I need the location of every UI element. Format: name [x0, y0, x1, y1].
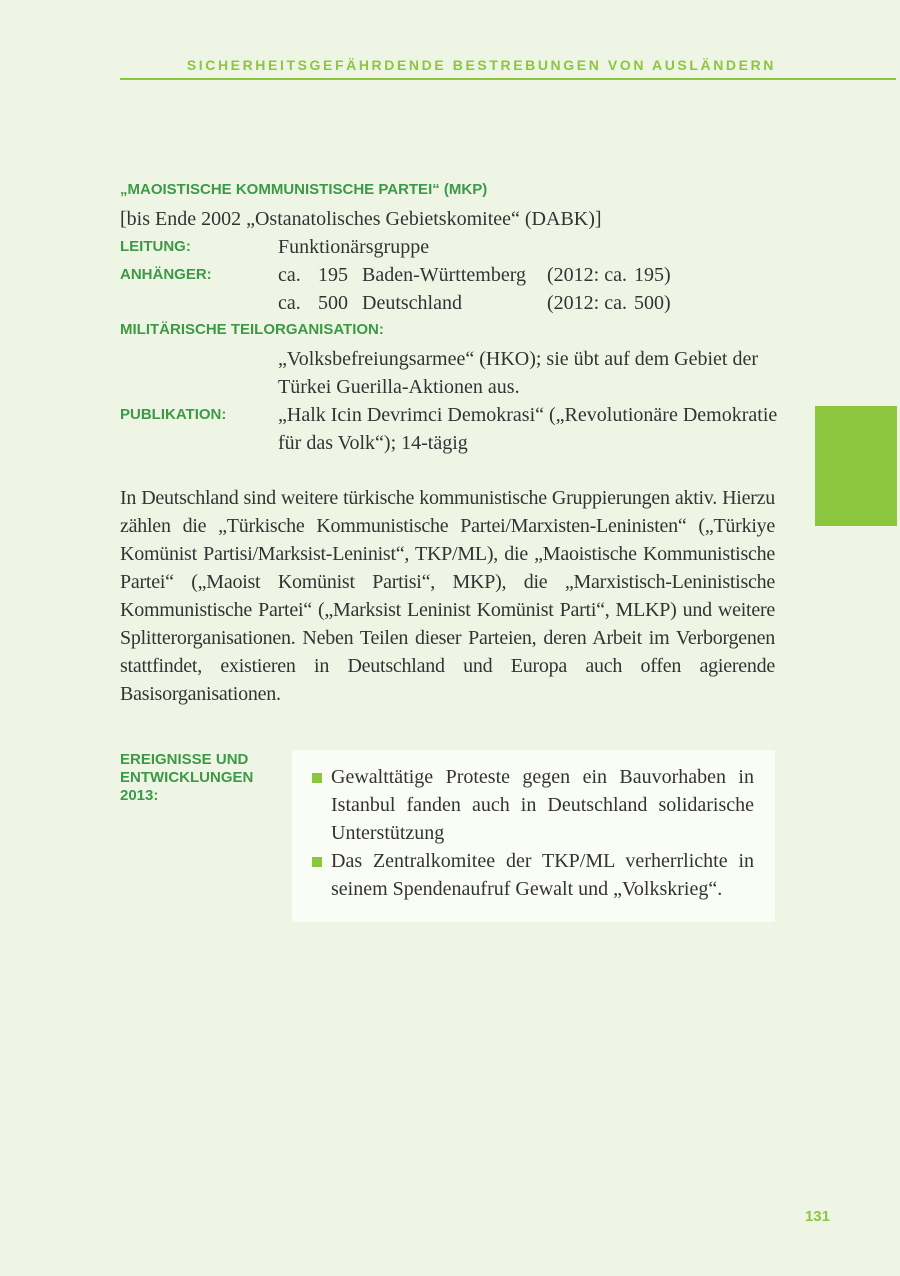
anhaenger-count: 500 [318, 292, 348, 314]
events-label [120, 751, 285, 805]
body-paragraph: In Deutschland sind weitere türkische kommunistische Gruppierungen aktiv. Hierzu zählen die „Türkische Kommunistische Partei/Marxisten-Leninisten“ („Türkiye Komünist Partisi/Marksist-Leninist“, TKP/ML), die „Maoistische Kommunistische Partei“ („Maoist Komünist Partisi“, MKP), die „Marxistisch-Leninistische Kommunistische Partei“ („Marksist Leninist Komünist Parti“, MLKP) und weitere Splitterorganisationen. Neben Teilen dieser Parteien, deren Arbeit im Verborgenen stattfindet, existieren in Deutschland und Europa auch offen agierende Basisorganisationen. [120, 487, 775, 705]
organization-title: „MAOISTISCHE KOMMUNISTISCHE PARTEI“ (MKP) [120, 181, 488, 198]
anhaenger-previous-count: 195) [634, 264, 671, 286]
events-label-line: 2013: [120, 787, 159, 804]
square-bullet-icon [312, 857, 322, 867]
events-list [312, 763, 754, 903]
anhaenger-region: Deutschland [362, 292, 462, 314]
anhaenger-count: 195 [318, 264, 348, 286]
anhaenger-region: Baden-Württemberg [362, 264, 527, 286]
list-item [312, 847, 754, 903]
military-label: MILITÄRISCHE TEILORGANISATION: [120, 321, 384, 338]
page-number: 131 [804, 1208, 830, 1225]
publikation-line: „Halk Icin Devrimci Demokrasi“ („Revolutionäre Demokratie [278, 404, 778, 426]
events-label-line: ENTWICKLUNGEN [120, 769, 254, 786]
organization-former-name: [bis Ende 2002 „Ostanatolisches Gebietskomitee“ (DABK)] [120, 208, 602, 230]
anhaenger-previous: (2012: ca. [547, 264, 627, 286]
anhaenger-prefix: ca. [278, 292, 301, 314]
running-header-title: SICHERHEITSGEFÄHRDENDE BESTREBUNGEN VON AUSLÄNDERN [186, 57, 776, 73]
leitung-value: Funktionärsgruppe [278, 236, 430, 258]
square-bullet-icon [312, 773, 322, 783]
header-rule [120, 78, 896, 80]
list-item [312, 763, 754, 847]
event-text: Das Zentralkomitee der TKP/ML verherrlichte in seinem Spendenaufruf Gewalt und „Volkskrieg“. [331, 850, 754, 900]
military-line: „Volksbefreiungsarmee“ (HKO); sie übt auf dem Gebiet der [278, 348, 759, 370]
leitung-label: LEITUNG: [120, 238, 191, 255]
anhaenger-prefix: ca. [278, 264, 301, 286]
publikation-label: PUBLIKATION: [120, 406, 227, 423]
chapter-tab-marker [815, 406, 897, 526]
military-line: Türkei Guerilla-Aktionen aus. [278, 376, 520, 398]
events-box [292, 750, 775, 922]
anhaenger-label: ANHÄNGER: [120, 266, 212, 283]
anhaenger-previous: (2012: ca. [547, 292, 627, 314]
events-label-line: EREIGNISSE UND [120, 751, 249, 768]
anhaenger-previous-count: 500) [634, 292, 671, 314]
publikation-line: für das Volk“); 14-tägig [278, 432, 468, 454]
event-text: Gewalttätige Proteste gegen ein Bauvorhaben in Istanbul fanden auch in Deutschland solidarische Unterstützung [331, 766, 754, 844]
